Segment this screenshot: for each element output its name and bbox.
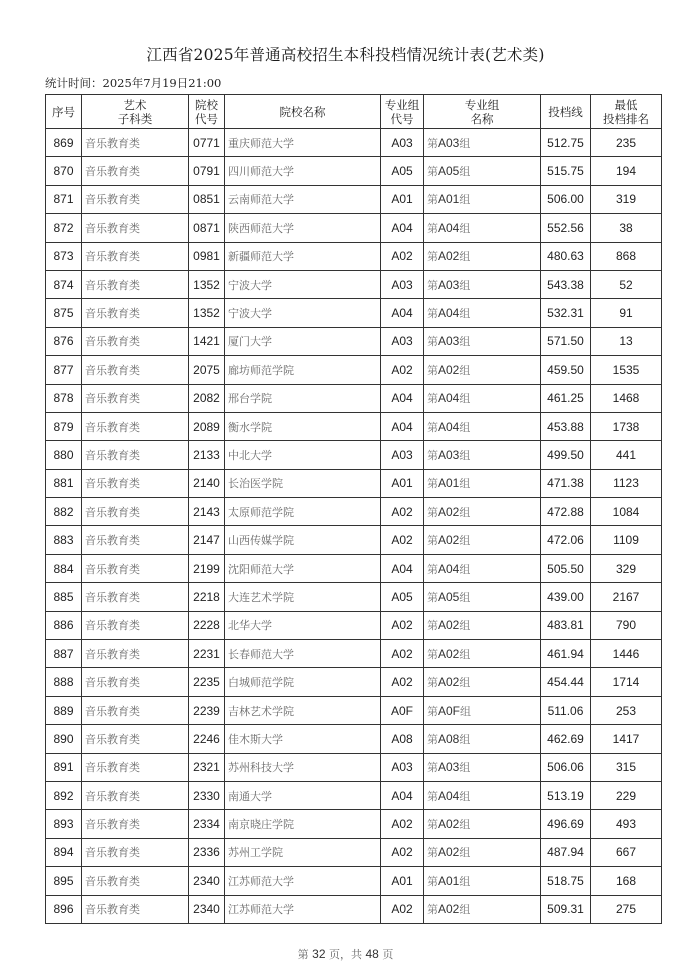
group-code-cell: A02 [381,838,424,866]
score-cell: 472.06 [541,526,591,554]
min-rank-cell: 441 [591,441,662,469]
min-rank-cell: 1714 [591,668,662,696]
min-rank-cell: 1535 [591,356,662,384]
school-code-cell: 2199 [189,554,225,582]
seq-cell: 878 [46,384,82,412]
art-subcategory-cell: 音乐教育类 [82,327,189,355]
table-row [46,526,662,554]
table-row [46,781,662,809]
school-code-cell: 1352 [189,299,225,327]
table-row [46,129,662,157]
table-header-row [46,95,662,129]
school-name-cell: 重庆师范大学 [225,129,381,157]
group-name-cell: 第A02组 [424,611,541,639]
group-code-cell: A08 [381,725,424,753]
header-seq: 序号 [46,95,82,129]
school-code-cell: 0871 [189,214,225,242]
table-row [46,725,662,753]
group-code-cell: A02 [381,498,424,526]
table-row [46,554,662,582]
min-rank-cell: 493 [591,810,662,838]
art-subcategory-cell: 音乐教育类 [82,725,189,753]
school-name-cell: 苏州科技大学 [225,753,381,781]
header-art-subcategory: 艺术 子科类 [82,95,189,129]
min-rank-cell: 1468 [591,384,662,412]
seq-cell: 869 [46,129,82,157]
school-name-cell: 厦门大学 [225,327,381,355]
score-cell: 532.31 [541,299,591,327]
school-code-cell: 2075 [189,356,225,384]
group-name-cell: 第A01组 [424,469,541,497]
school-code-cell: 2340 [189,867,225,895]
score-cell: 472.88 [541,498,591,526]
score-cell: 453.88 [541,412,591,440]
art-subcategory-cell: 音乐教育类 [82,356,189,384]
table-row [46,498,662,526]
group-name-cell: 第A0F组 [424,696,541,724]
table-row [46,185,662,213]
group-name-cell: 第A01组 [424,185,541,213]
school-code-cell: 2218 [189,583,225,611]
seq-cell: 881 [46,469,82,497]
page-footer: 第 32 页，共 48 页 [297,947,394,961]
art-subcategory-cell: 音乐教育类 [82,696,189,724]
school-name-cell: 衡水学院 [225,412,381,440]
group-name-cell: 第A03组 [424,129,541,157]
seq-cell: 882 [46,498,82,526]
min-rank-cell: 235 [591,129,662,157]
min-rank-cell: 275 [591,895,662,923]
min-rank-cell: 52 [591,270,662,298]
school-name-cell: 江苏师范大学 [225,895,381,923]
table-row [46,469,662,497]
group-code-cell: A04 [381,299,424,327]
school-name-cell: 长春师范大学 [225,640,381,668]
min-rank-cell: 1417 [591,725,662,753]
header-score: 投档线 [541,95,591,129]
group-name-cell: 第A02组 [424,668,541,696]
header-min-rank: 最低 投档排名 [591,95,662,129]
school-code-cell: 2330 [189,781,225,809]
school-code-cell: 2340 [189,895,225,923]
score-cell: 513.19 [541,781,591,809]
group-code-cell: A04 [381,384,424,412]
art-subcategory-cell: 音乐教育类 [82,668,189,696]
group-name-cell: 第A03组 [424,270,541,298]
seq-cell: 872 [46,214,82,242]
seq-cell: 891 [46,753,82,781]
min-rank-cell: 868 [591,242,662,270]
score-cell: 505.50 [541,554,591,582]
school-name-cell: 陕西师范大学 [225,214,381,242]
score-cell: 509.31 [541,895,591,923]
school-code-cell: 2147 [189,526,225,554]
group-name-cell: 第A04组 [424,299,541,327]
group-name-cell: 第A04组 [424,781,541,809]
school-name-cell: 大连艺术学院 [225,583,381,611]
group-name-cell: 第A04组 [424,214,541,242]
total-pages: 48 [365,947,379,961]
score-cell: 506.06 [541,753,591,781]
school-code-cell: 0771 [189,129,225,157]
school-name-cell: 中北大学 [225,441,381,469]
score-cell: 518.75 [541,867,591,895]
art-subcategory-cell: 音乐教育类 [82,781,189,809]
score-cell: 487.94 [541,838,591,866]
group-name-cell: 第A04组 [424,412,541,440]
current-page: 32 [312,947,326,961]
group-code-cell: A02 [381,668,424,696]
seq-cell: 879 [46,412,82,440]
group-name-cell: 第A04组 [424,384,541,412]
min-rank-cell: 2167 [591,583,662,611]
table-row [46,838,662,866]
score-cell: 571.50 [541,327,591,355]
table-row [46,412,662,440]
seq-cell: 873 [46,242,82,270]
school-code-cell: 2133 [189,441,225,469]
art-subcategory-cell: 音乐教育类 [82,185,189,213]
school-code-cell: 2082 [189,384,225,412]
header-group-name: 专业组 名称 [424,95,541,129]
school-name-cell: 江苏师范大学 [225,867,381,895]
school-code-cell: 2235 [189,668,225,696]
min-rank-cell: 1084 [591,498,662,526]
school-name-cell: 四川师范大学 [225,157,381,185]
group-code-cell: A05 [381,583,424,611]
score-cell: 496.69 [541,810,591,838]
group-name-cell: 第A02组 [424,242,541,270]
art-subcategory-cell: 音乐教育类 [82,753,189,781]
group-code-cell: A03 [381,753,424,781]
seq-cell: 877 [46,356,82,384]
seq-cell: 874 [46,270,82,298]
seq-cell: 887 [46,640,82,668]
group-code-cell: A02 [381,640,424,668]
min-rank-cell: 329 [591,554,662,582]
group-code-cell: A02 [381,242,424,270]
seq-cell: 871 [46,185,82,213]
school-name-cell: 苏州工学院 [225,838,381,866]
school-name-cell: 邢台学院 [225,384,381,412]
group-name-cell: 第A05组 [424,157,541,185]
min-rank-cell: 315 [591,753,662,781]
seq-cell: 880 [46,441,82,469]
header-school-code: 院校 代号 [189,95,225,129]
art-subcategory-cell: 音乐教育类 [82,838,189,866]
header-group-code: 专业组 代号 [381,95,424,129]
group-name-cell: 第A05组 [424,583,541,611]
group-name-cell: 第A02组 [424,640,541,668]
table-row [46,441,662,469]
group-name-cell: 第A04组 [424,554,541,582]
min-rank-cell: 790 [591,611,662,639]
art-subcategory-cell: 音乐教育类 [82,242,189,270]
art-subcategory-cell: 音乐教育类 [82,441,189,469]
seq-cell: 896 [46,895,82,923]
art-subcategory-cell: 音乐教育类 [82,611,189,639]
group-code-cell: A04 [381,554,424,582]
table-row [46,867,662,895]
table-row [46,583,662,611]
group-code-cell: A03 [381,441,424,469]
school-name-cell: 南京晓庄学院 [225,810,381,838]
school-code-cell: 2143 [189,498,225,526]
score-cell: 483.81 [541,611,591,639]
score-cell: 480.63 [541,242,591,270]
table-row [46,270,662,298]
seq-cell: 892 [46,781,82,809]
min-rank-cell: 1123 [591,469,662,497]
seq-cell: 889 [46,696,82,724]
school-code-cell: 0851 [189,185,225,213]
table-row [46,611,662,639]
art-subcategory-cell: 音乐教育类 [82,129,189,157]
min-rank-cell: 1109 [591,526,662,554]
art-subcategory-cell: 音乐教育类 [82,554,189,582]
score-cell: 461.25 [541,384,591,412]
table-row [46,640,662,668]
score-cell: 511.06 [541,696,591,724]
min-rank-cell: 91 [591,299,662,327]
stat-time: 统计时间：2025年7月19日21:00 [45,76,222,90]
school-name-cell: 白城师范学院 [225,668,381,696]
table-body [46,129,662,924]
group-code-cell: A03 [381,129,424,157]
table-row [46,299,662,327]
seq-cell: 870 [46,157,82,185]
group-code-cell: A02 [381,526,424,554]
school-name-cell: 山西传媒学院 [225,526,381,554]
school-code-cell: 2231 [189,640,225,668]
school-name-cell: 长治医学院 [225,469,381,497]
table-row [46,810,662,838]
table-row [46,668,662,696]
art-subcategory-cell: 音乐教育类 [82,270,189,298]
seq-cell: 893 [46,810,82,838]
seq-cell: 895 [46,867,82,895]
group-code-cell: A04 [381,781,424,809]
group-code-cell: A01 [381,469,424,497]
school-name-cell: 太原师范学院 [225,498,381,526]
min-rank-cell: 229 [591,781,662,809]
art-subcategory-cell: 音乐教育类 [82,469,189,497]
score-cell: 515.75 [541,157,591,185]
school-code-cell: 1352 [189,270,225,298]
group-name-cell: 第A02组 [424,498,541,526]
score-cell: 471.38 [541,469,591,497]
art-subcategory-cell: 音乐教育类 [82,895,189,923]
group-code-cell: A02 [381,810,424,838]
art-subcategory-cell: 音乐教育类 [82,810,189,838]
min-rank-cell: 194 [591,157,662,185]
seq-cell: 883 [46,526,82,554]
group-code-cell: A0F [381,696,424,724]
group-code-cell: A02 [381,356,424,384]
group-code-cell: A05 [381,157,424,185]
art-subcategory-cell: 音乐教育类 [82,214,189,242]
school-name-cell: 云南师范大学 [225,185,381,213]
score-cell: 439.00 [541,583,591,611]
group-name-cell: 第A03组 [424,753,541,781]
min-rank-cell: 1446 [591,640,662,668]
school-name-cell: 吉林艺术学院 [225,696,381,724]
score-cell: 543.38 [541,270,591,298]
score-cell: 499.50 [541,441,591,469]
art-subcategory-cell: 音乐教育类 [82,498,189,526]
art-subcategory-cell: 音乐教育类 [82,526,189,554]
table-row [46,157,662,185]
score-cell: 459.50 [541,356,591,384]
group-name-cell: 第A03组 [424,327,541,355]
school-name-cell: 宁波大学 [225,270,381,298]
score-cell: 506.00 [541,185,591,213]
school-code-cell: 2089 [189,412,225,440]
school-code-cell: 2140 [189,469,225,497]
seq-cell: 876 [46,327,82,355]
header-school-name: 院校名称 [225,95,381,129]
seq-cell: 875 [46,299,82,327]
group-name-cell: 第A02组 [424,810,541,838]
school-code-cell: 2321 [189,753,225,781]
group-name-cell: 第A01组 [424,867,541,895]
seq-cell: 884 [46,554,82,582]
table-row [46,356,662,384]
group-code-cell: A04 [381,214,424,242]
group-code-cell: A02 [381,611,424,639]
art-subcategory-cell: 音乐教育类 [82,157,189,185]
group-code-cell: A01 [381,185,424,213]
group-code-cell: A02 [381,895,424,923]
school-name-cell: 北华大学 [225,611,381,639]
score-cell: 461.94 [541,640,591,668]
art-subcategory-cell: 音乐教育类 [82,867,189,895]
min-rank-cell: 38 [591,214,662,242]
score-cell: 454.44 [541,668,591,696]
seq-cell: 888 [46,668,82,696]
group-name-cell: 第A02组 [424,895,541,923]
school-code-cell: 2336 [189,838,225,866]
table-row [46,753,662,781]
school-code-cell: 2239 [189,696,225,724]
group-code-cell: A01 [381,867,424,895]
art-subcategory-cell: 音乐教育类 [82,384,189,412]
school-name-cell: 新疆师范大学 [225,242,381,270]
table-row [46,327,662,355]
group-code-cell: A03 [381,327,424,355]
admission-table [45,94,662,924]
min-rank-cell: 667 [591,838,662,866]
document-title: 江西省2025年普通高校招生本科投档情况统计表(艺术类) [146,46,545,64]
school-code-cell: 2334 [189,810,225,838]
school-code-cell: 1421 [189,327,225,355]
school-code-cell: 2246 [189,725,225,753]
seq-cell: 890 [46,725,82,753]
score-cell: 512.75 [541,129,591,157]
group-code-cell: A04 [381,412,424,440]
group-name-cell: 第A02组 [424,526,541,554]
school-code-cell: 0791 [189,157,225,185]
min-rank-cell: 168 [591,867,662,895]
group-name-cell: 第A03组 [424,441,541,469]
group-code-cell: A03 [381,270,424,298]
seq-cell: 894 [46,838,82,866]
table-row [46,895,662,923]
seq-cell: 886 [46,611,82,639]
min-rank-cell: 13 [591,327,662,355]
table-row [46,696,662,724]
art-subcategory-cell: 音乐教育类 [82,640,189,668]
school-name-cell: 佳木斯大学 [225,725,381,753]
group-name-cell: 第A08组 [424,725,541,753]
min-rank-cell: 319 [591,185,662,213]
school-name-cell: 沈阳师范大学 [225,554,381,582]
school-name-cell: 南通大学 [225,781,381,809]
school-name-cell: 廊坊师范学院 [225,356,381,384]
school-name-cell: 宁波大学 [225,299,381,327]
group-name-cell: 第A02组 [424,356,541,384]
school-code-cell: 2228 [189,611,225,639]
art-subcategory-cell: 音乐教育类 [82,583,189,611]
table-row [46,214,662,242]
group-name-cell: 第A02组 [424,838,541,866]
score-cell: 462.69 [541,725,591,753]
school-code-cell: 0981 [189,242,225,270]
table-row [46,242,662,270]
seq-cell: 885 [46,583,82,611]
score-cell: 552.56 [541,214,591,242]
art-subcategory-cell: 音乐教育类 [82,412,189,440]
min-rank-cell: 253 [591,696,662,724]
min-rank-cell: 1738 [591,412,662,440]
table-row [46,384,662,412]
art-subcategory-cell: 音乐教育类 [82,299,189,327]
